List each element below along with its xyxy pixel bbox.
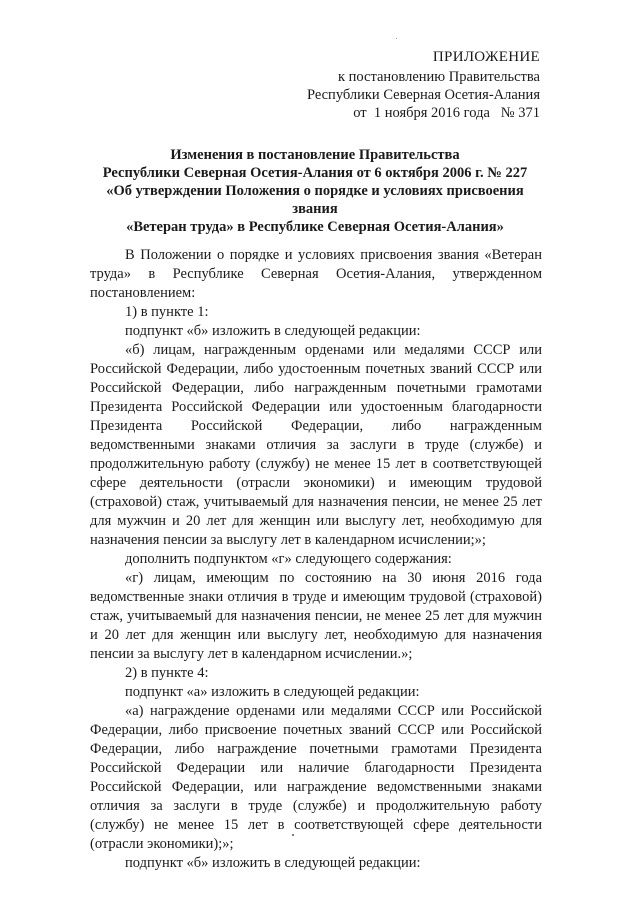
document-title [90,146,540,236]
paragraph-intro: В Положении о порядке и условиях присвоения звания «Ветеран труда» в Республике Северная Осетия-Алания, утвержденном постановлением: [90,247,542,301]
appendix-line-2: Республики Северная Осетия-Алания [306,87,540,103]
scan-speck-bottom [292,834,294,836]
paragraph-subpoint-b-2: подпункт «б» изложить в следующей редакции: [125,855,421,871]
appendix-heading: ПРИЛОЖЕНИЕ [432,49,540,65]
appendix-block [307,48,540,122]
paragraph-subpoint-b: подпункт «б» изложить в следующей редакции: [125,323,421,339]
paragraph-add-subpoint-g: дополнить подпунктом «г» следующего содержания: [125,551,452,567]
appendix-line-1: к постановлению Правительства [338,69,540,85]
appendix-line-3: от 1 ноября 2016 года № 371 [353,105,540,121]
title-line-1: Изменения в постановление Правительства [170,147,460,163]
paragraph-subpoint-g-text: «г) лицам, имеющим по состоянию на 30 июня 2016 года ведомственные знаки отличия в труде и имеющим трудовой (страховой) стаж, учитываемый для назначения пенсии, не менее 25 лет для мужчин и 20 лет для женщин или выслугу лет, необходимую для назначения пенсии за выслугу лет в календарном исчислении.»; [90,570,542,662]
paragraph-subpoint-a-text: «а) награждение орденами или медалями СССР или Российской Федерации, либо присвоение почетных званий СССР или Российской Федерации, либо награждение почетными грамотами Президента Российской Федерации или наличие благодарности Президента Российской Федерации, или награждение ведомственными знаками отличия за заслуги в труде (службе) и продолжительную работу (службу) не менее 15 лет в соответствующей сфере деятельности (отрасли экономики);»; [90,703,542,852]
title-line-4: «Ветеран труда» в Республике Северная Осетия-Алания» [126,219,504,235]
paragraph-point-4: 2) в пункте 4: [125,665,209,681]
paragraph-subpoint-b-text: «б) лицам, награжденным орденами или медалями СССР или Российской Федерации, либо удостоенным почетных званий СССР или Российской Федерации, либо награжденным почетными грамотами Президента Российской Федерации или удостоенным благодарности Президента Российской Федерации, либо награжденным ведомственными знаками отличия за заслуги в труде (службе) и продолжительную работу (службу) не менее 15 лет в соответствующей сфере деятельности (отрасли экономики) и имеющим трудовой (страховой) стаж, учитываемый для назначения пенсии, не менее 25 лет для мужчин и 20 лет для женщин или выслугу лет, необходимую для назначения пенсии за выслугу лет в календарном исчислении;»; [90,342,542,548]
paragraph-point-1: 1) в пункте 1: [125,304,209,320]
title-line-2: Республики Северная Осетия-Алания от 6 октября 2006 г. № 227 [102,165,528,181]
title-line-3: «Об утверждении Положения о порядке и условиях присвоения звания [106,183,524,217]
scan-speck [396,38,397,39]
paragraph-subpoint-a: подпункт «а» изложить в следующей редакции: [125,684,420,700]
document-body [90,246,542,873]
